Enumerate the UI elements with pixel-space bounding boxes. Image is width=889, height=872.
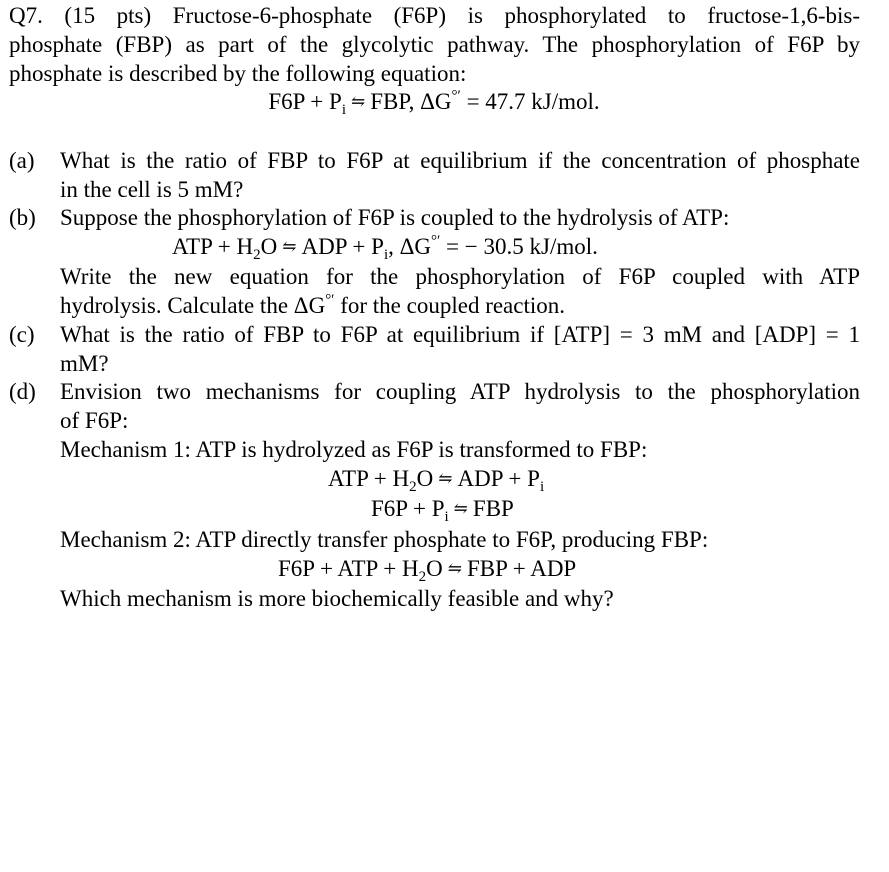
- part-a-label: (a): [9, 148, 35, 173]
- mech2-eq-a-sub: 2: [418, 569, 427, 585]
- main-eq-rhs: FBP, ΔG: [370, 89, 452, 114]
- main-equation: [0, 87, 868, 118]
- mech2-eq-a: F6P + ATP + H: [278, 556, 419, 581]
- mech1-eq1-a: ATP + H: [328, 466, 410, 491]
- part-b-eq-c: ADP + P: [301, 234, 384, 259]
- part-c-line-2: mM?: [60, 351, 109, 376]
- part-b-line-2: Write the new equation for the phosphorylation of F6P coupled with ATP: [60, 264, 860, 289]
- part-a-line-1: What is the ratio of FBP to F6P at equilibrium if the concentration of phosphate: [60, 148, 860, 173]
- main-eq-prime: °′: [451, 88, 461, 104]
- part-c-line-1: What is the ratio of FBP to F6P at equilibrium if [ATP] = 3 mM and [ADP] = 1: [60, 322, 860, 347]
- main-eq-value: = 47.7 kJ/mol.: [460, 89, 600, 114]
- mech2-eq-b: O: [426, 556, 443, 581]
- question-intro-line-2: phosphate (FBP) as part of the glycolytic pathway. The phosphorylation of F6P by: [9, 32, 860, 57]
- part-b-eq-prime: °′: [431, 233, 441, 249]
- mechanism-1-text: Mechanism 1: ATP is hydrolyzed as F6P is transformed to FBP:: [60, 437, 648, 462]
- mechanism-1-equation-2: [371, 494, 514, 525]
- part-b-line-3-a: hydrolysis. Calculate the ΔG: [60, 293, 326, 318]
- mechanism-2-equation: [278, 554, 576, 585]
- part-b-eq-c-sub: i: [383, 247, 389, 263]
- main-eq-lhs-sub: i: [341, 102, 346, 118]
- mech1-eq1-b: O: [416, 466, 434, 491]
- equilibrium-arrow-icon: ⇋: [438, 469, 453, 488]
- part-a-line-2: in the cell is 5 mM?: [60, 177, 244, 202]
- mechanism-1-equation-1: [328, 464, 544, 495]
- equilibrium-arrow-icon: ⇋: [282, 237, 297, 256]
- question-intro-line-1: Q7. (15 pts) Fructose-6-phosphate (F6P) is phosphorylated to fructose-1,6-bis-: [9, 3, 860, 28]
- main-eq-lhs: F6P + P: [268, 89, 342, 114]
- part-b-label: (b): [9, 205, 36, 230]
- mech1-eq2-a-sub: i: [444, 509, 449, 525]
- part-b-line-3-b: for the coupled reaction.: [334, 293, 566, 318]
- part-b-line-1: Suppose the phosphorylation of F6P is coupled to the hydrolysis of ATP:: [60, 205, 730, 230]
- equilibrium-arrow-icon: ⇋: [453, 499, 468, 518]
- mech1-eq1-a-sub: 2: [409, 479, 417, 495]
- part-b-equation: [172, 232, 598, 263]
- part-b-eq-a-sub: 2: [253, 247, 261, 263]
- part-d-label: (d): [9, 379, 36, 404]
- part-b-line-3-prime: °′: [325, 292, 335, 308]
- part-d-line-2: of F6P:: [60, 408, 129, 433]
- part-b-line-3: [60, 291, 565, 320]
- part-b-eq-a: ATP + H: [172, 234, 254, 259]
- mechanism-2-text: Mechanism 2: ATP directly transfer phosphate to F6P, producing FBP:: [60, 527, 709, 552]
- part-b-eq-d: , ΔG: [388, 234, 432, 259]
- mech1-eq2-b: FBP: [472, 496, 514, 521]
- closing-question: Which mechanism is more biochemically feasible and why?: [60, 586, 614, 611]
- mech1-eq2-a: F6P + P: [371, 496, 445, 521]
- part-c-label: (c): [9, 322, 35, 347]
- mech1-eq1-c-sub: i: [539, 479, 545, 495]
- mech1-eq1-c: ADP + P: [457, 466, 540, 491]
- equilibrium-arrow-icon: ⇋: [447, 559, 462, 578]
- part-b-eq-b: O: [260, 234, 278, 259]
- question-intro-line-3: phosphate is described by the following equation:: [9, 61, 467, 86]
- mech2-eq-c: FBP + ADP: [466, 556, 577, 581]
- part-d-line-1: Envision two mechanisms for coupling ATP hydrolysis to the phosphorylation: [60, 379, 860, 404]
- part-b-eq-value: = − 30.5 kJ/mol.: [440, 234, 598, 259]
- equilibrium-arrow-icon: ⇋: [351, 92, 366, 111]
